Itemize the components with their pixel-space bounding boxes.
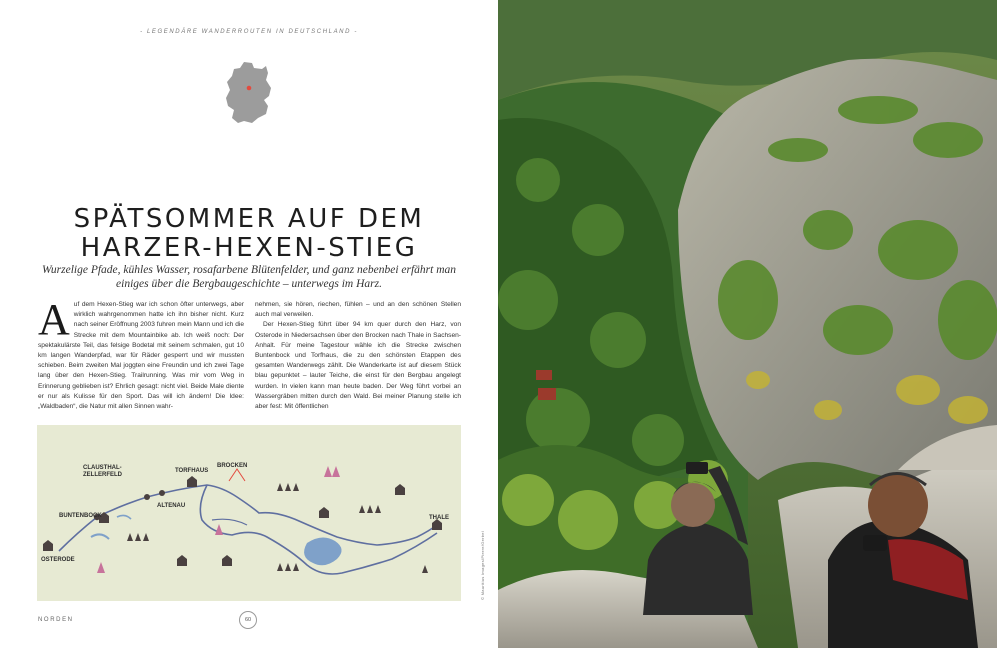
map-label-brocken: BROCKEN	[217, 463, 248, 469]
title-line-2: HARZER-HEXEN-STIEG	[80, 233, 418, 263]
blossom-tree-icon	[97, 562, 105, 573]
pond	[91, 534, 109, 539]
hexen-stieg-route	[59, 485, 437, 551]
house-icon	[43, 540, 53, 551]
map-label-clausthal-1: CLAUSTHAL-	[83, 465, 122, 471]
house-icon	[395, 484, 405, 495]
series-label: - LEGENDÄRE WANDERROUTEN IN DEUTSCHLAND -	[140, 29, 358, 35]
title-line-1: SPÄTSOMMER AUF DEM	[73, 204, 425, 234]
footer-section-label: NORDEN	[38, 617, 74, 623]
article-subtitle: Wurzelige Pfade, kühles Wasser, rosafarbene Blütenfelder, und ganz nebenbei erfährt man einiges über die Bergbaugeschichte – unterwegs im Harz.	[41, 264, 457, 290]
body-column-2	[255, 300, 461, 412]
tree-icon	[293, 483, 299, 491]
route-connector	[212, 519, 247, 525]
altenau-marker	[159, 490, 165, 496]
page-number: 60	[239, 611, 257, 629]
article-title	[0, 205, 498, 263]
house-icon	[319, 507, 329, 518]
tree-icon	[277, 563, 283, 571]
body-column-1	[38, 295, 244, 412]
route-map	[37, 425, 461, 601]
tree-icon	[277, 483, 283, 491]
map-label-buntenbock: BUNTENBOCK	[59, 513, 102, 519]
blossom-tree-icon	[332, 466, 340, 477]
blossom-tree-icon	[324, 466, 332, 477]
map-label-thale: THALE	[429, 515, 449, 521]
map-label-torfhaus: TORFHAUS	[175, 468, 209, 474]
tree-icon	[143, 533, 149, 541]
tree-icon	[422, 565, 428, 573]
photo-credit: © Mauritius Images/Pierre/Gerbel	[480, 530, 485, 600]
body-column-1-text: uf dem Hexen-Stieg war ich schon öfter unterwegs, aber wirklich wahrgenommen hatte ich ihn bisher nicht. Kurz nach seiner Eröffnung 2003 fuhren mein Mann und ich die Strecke mit dem Mountainbike ab. Ich weiß noch: Der spektakulärste Teil, das felsige Bodetal mit seinem schmalen, gut 10 km langen Wanderpfad, war für Räder gesperrt und wir mussten schieben. Beim zweiten Mal joggten eine Freundin und ich zwei Tage lang über den Hexen-Stieg. Trailrunning. Was mir vom Weg in Erinnerung geblieben ist? Ehrlich gesagt: nicht viel. Beide Male diente er nur als Kulisse für den Sport. Das will ich ändern! Die Idee: „Waldbaden“, die Natur mit allen Sinnen wahr-	[38, 301, 244, 411]
landscape-photo	[498, 0, 997, 648]
map-label-osterode: OSTERODE	[41, 557, 75, 563]
germany-map-icon	[222, 60, 276, 126]
house-icon	[187, 476, 197, 487]
tree-icon	[285, 563, 291, 571]
clausthal-marker	[144, 494, 150, 500]
body-column-2-paragraph-1: nehmen, sie hören, riechen, fühlen – und an den schönen Stellen auch mal verweilen.	[255, 301, 461, 319]
tree-icon	[127, 533, 133, 541]
tree-icon	[359, 505, 365, 513]
lake	[304, 537, 341, 565]
map-label-altenau: ALTENAU	[157, 503, 186, 509]
blossom-tree-icon	[215, 524, 223, 535]
tree-icon	[375, 505, 381, 513]
location-marker-icon	[247, 86, 252, 91]
house-icon	[177, 555, 187, 566]
tree-icon	[135, 533, 141, 541]
house-icon	[222, 555, 232, 566]
left-page	[0, 0, 498, 648]
photo-bodetal	[498, 0, 997, 648]
tree-icon	[367, 505, 373, 513]
body-column-2-paragraph-2: Der Hexen-Stieg führt über 94 km quer durch den Harz, von Osterode in Niedersachsen über den Brocken nach Thale in Sachsen-Anhalt. Für meine Tagestour wähle ich die Strecke zwischen Buntenbock und Torfhaus, die zu den schönsten Etappen des gesamten Wanderwegs zählt. Die Wanderkarte ist auf diesem Stück blau gepunktet – lauter Teiche, die einst für den Bergbau angelegt wurden. In vielen kann man heute baden. Der Weg führt vorbei an Wassergräben mitten durch den Wald. Bei meiner Planung stelle ich aber fest: Mit öffentlichen	[255, 321, 461, 411]
map-label-clausthal-2: ZELLERFELD	[83, 472, 122, 478]
brocken-summit-icon	[229, 469, 245, 481]
tree-icon	[293, 563, 299, 571]
tree-icon	[285, 483, 291, 491]
pond	[117, 515, 131, 519]
drop-cap: A	[38, 295, 70, 344]
